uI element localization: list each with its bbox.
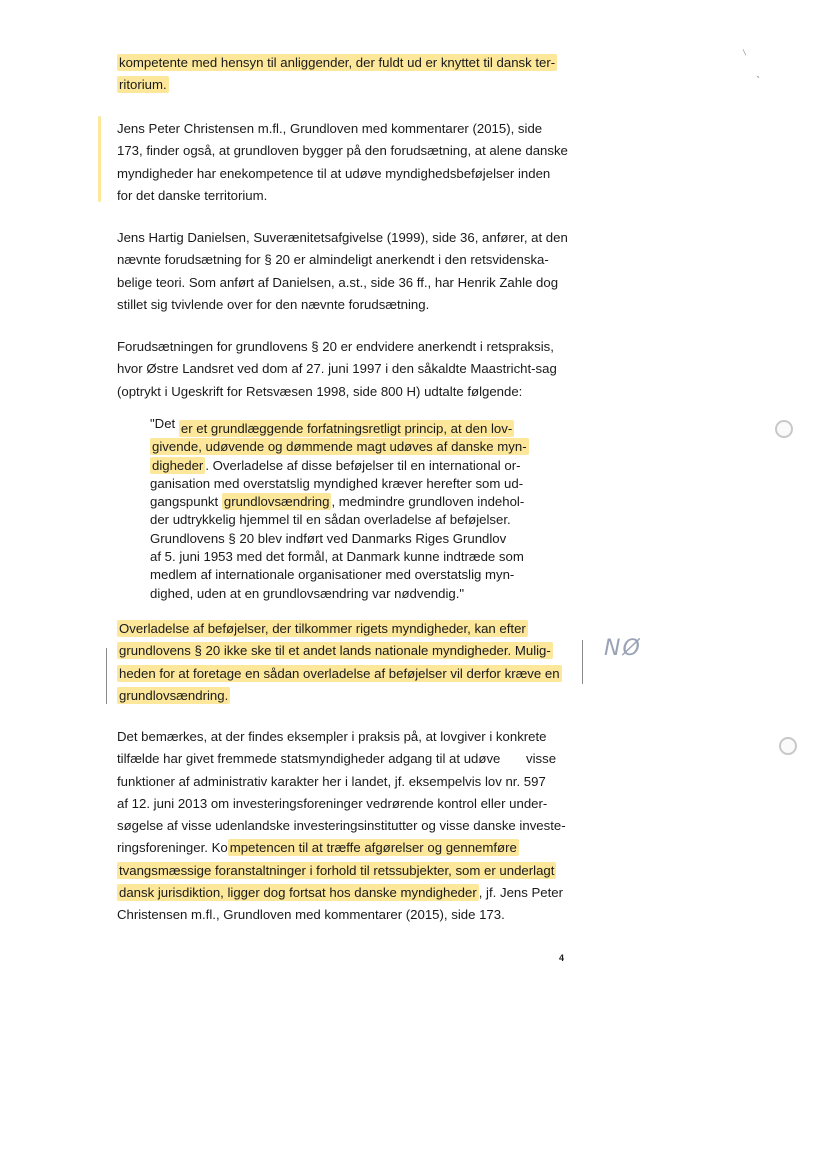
text-line: af 12. juni 2013 om investeringsforeninger vedrørende kontrol eller under-: [117, 795, 548, 811]
highlight: givende, udøvende og dømmende magt udøves af danske myn-: [152, 439, 527, 455]
text-line: dighed, uden at en grundlovsændring var nødvendig.": [150, 585, 465, 601]
text-line: der udtrykkelig hjemmel til en sådan overladelse af beføjelser.: [150, 512, 511, 528]
page-number: 4: [559, 953, 565, 963]
paragraph-1: [117, 52, 587, 97]
text-line: ganisation med overstatslig myndighed kræver herefter som ud-: [150, 475, 524, 491]
highlight: Overladelse af beføjelser, der tilkommer rigets myndigheder, kan efter: [119, 621, 526, 636]
text-line: søgelse af visse udenlandske investeringsinstitutter og visse danske investe-: [117, 818, 566, 834]
text-fragment: , medmindre grundloven indehol-: [331, 494, 525, 510]
highlight: mpetencen til at træffe afgørelser og gennemføre: [229, 840, 517, 856]
text-line: Jens Hartig Danielsen, Suverænitetsafgivelse (1999), side 36, anfører, at den: [117, 230, 568, 245]
text-line: (optrykt i Ugeskrift for Retsvæsen 1998, side 800 H) udtalte følgende:: [117, 383, 523, 399]
text-line: for det danske territorium.: [117, 187, 268, 203]
text-line: myndigheder har enekompetence til at udøve myndighedsbeføjelser inden: [117, 165, 551, 181]
text-line: belige teori. Som anført af Danielsen, a.st., side 36 ff., har Henrik Zahle dog: [117, 274, 559, 290]
text-line: af 5. juni 1953 med det formål, at Danmark kunne indtræde som: [150, 549, 524, 565]
highlight: kompetente med hensyn til anliggender, der fuldt ud er knyttet til dansk ter-: [119, 55, 556, 70]
text-line: nævnte forudsætning for § 20 er almindeligt anerkendt i den retsvidenska-: [117, 252, 549, 268]
punch-hole: [779, 737, 797, 755]
text-line: funktioner af administrativ karakter her i landet, jf. eksempelvis lov nr. 597: [117, 773, 546, 789]
text-fragment: , jf. Jens Peter: [478, 885, 564, 901]
scan-mark: ⸜: [739, 40, 752, 58]
text-line: hvor Østre Landsret ved dom af 27. juni 1997 i den såkaldte Maastricht-sag: [117, 361, 557, 377]
text-fragment: . Overladelse af disse beføjelser til en international or-: [205, 457, 521, 473]
margin-bracket: [106, 648, 107, 704]
highlight: er et grundlæggende forfatningsretligt princip, at den lov-: [180, 421, 513, 436]
margin-marker: [98, 116, 101, 202]
paragraph-5: [117, 618, 587, 707]
block-quote: [150, 416, 550, 603]
paragraph-3: [117, 227, 587, 316]
text-line: stillet sig tvivlende over for den nævnte forudsætning.: [117, 296, 430, 312]
text-fragment: gangspunkt: [150, 494, 222, 510]
text-line: Det bemærkes, at der findes eksempler i praksis på, at lovgiver i konkrete: [117, 729, 547, 744]
text-fragment: ringsforeninger. Ko: [117, 840, 228, 856]
text-line: 173, finder også, at grundloven bygger på den forudsætning, at alene danske: [117, 143, 568, 159]
scan-mark: ˎ: [756, 62, 761, 78]
text-line: Christensen m.fl., Grundloven med kommentarer (2015), side 173.: [117, 907, 505, 923]
paragraph-2: [117, 118, 587, 207]
highlight: heden for at foretage en sådan overladelse af beføjelser vil derfor kræve en: [119, 665, 560, 681]
highlight: grundlovsændring.: [119, 687, 229, 703]
quote-open: "Det: [150, 416, 176, 431]
handwritten-note: NØ: [604, 636, 642, 661]
text-line: medlem af internationale organisationer med overstatslig myn-: [150, 567, 515, 583]
punch-hole: [775, 420, 793, 438]
text-line: Grundlovens § 20 blev indført ved Danmarks Riges Grundlov: [150, 530, 507, 546]
paragraph-6: [117, 726, 587, 927]
text-line: Jens Peter Christensen m.fl., Grundloven med kommentarer (2015), side: [117, 121, 543, 136]
paragraph-4: [117, 336, 587, 403]
highlight: ritorium.: [119, 77, 167, 93]
highlight: grundlovsændring: [223, 494, 330, 510]
highlight: tvangsmæssige foranstaltninger i forhold til retssubjekter, som er underlagt: [119, 862, 555, 878]
highlight: digheder: [152, 457, 204, 473]
text-line: tilfælde har givet fremmede statsmyndigheder adgang til at udøve visse: [117, 751, 557, 767]
highlight: dansk jurisdiktion, ligger dog fortsat hos danske myndigheder: [119, 885, 477, 901]
highlight: grundlovens § 20 ikke ske til et andet lands nationale myndigheder. Mulig-: [119, 643, 551, 659]
text-line: Forudsætningen for grundlovens § 20 er endvidere anerkendt i retspraksis,: [117, 339, 554, 354]
